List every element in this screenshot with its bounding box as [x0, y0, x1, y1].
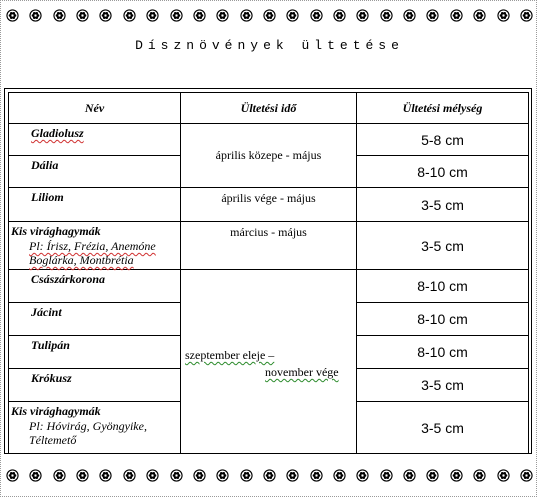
- flower-icon: [216, 469, 229, 482]
- flower-icon: [380, 469, 393, 482]
- plant-name: Jácint: [9, 303, 181, 336]
- flower-icon: [99, 469, 112, 482]
- flower-icon: [123, 469, 136, 482]
- planting-depth: 3-5 cm: [357, 402, 529, 454]
- table-row: [9, 124, 529, 156]
- planting-time: március - május: [181, 222, 357, 270]
- plant-name: Császárkorona: [9, 270, 181, 303]
- flower-icon: [450, 9, 463, 22]
- planting-depth: 8-10 cm: [357, 156, 529, 188]
- planting-depth: 3-5 cm: [357, 222, 529, 270]
- flower-icon: [426, 469, 439, 482]
- flower-icon: [286, 9, 299, 22]
- page-title: Dísznövények ültetése: [135, 38, 404, 53]
- flower-icon: [520, 9, 533, 22]
- flower-icon: [123, 9, 136, 22]
- header-time: Ültetési idő: [181, 93, 357, 124]
- planting-time-autumn: [181, 270, 357, 454]
- flower-icon: [193, 469, 206, 482]
- planting-time-line-2: november vége: [265, 365, 339, 379]
- flower-icon: [356, 469, 369, 482]
- flower-icon: [333, 469, 346, 482]
- table-row: [9, 188, 529, 222]
- flower-icon: [146, 9, 159, 22]
- flower-icon: [29, 9, 42, 22]
- table-header-row: [9, 93, 529, 124]
- flower-icon: [99, 9, 112, 22]
- plant-name: Kis virághagymák: [11, 404, 101, 418]
- flower-icon: [53, 9, 66, 22]
- planting-time: április vége - május: [181, 188, 357, 222]
- plant-examples-line-2: Boglárka, Montbrétia: [29, 253, 134, 267]
- planting-depth: 3-5 cm: [357, 369, 529, 402]
- flower-icon: [473, 469, 486, 482]
- header-depth: Ültetési mélység: [357, 93, 529, 124]
- planting-time: április közepe - május: [181, 124, 357, 188]
- flower-icon: [240, 9, 253, 22]
- planting-depth: 3-5 cm: [357, 188, 529, 222]
- flower-icon: [333, 9, 346, 22]
- ornament-row-top: [6, 6, 533, 24]
- flower-icon: [263, 9, 276, 22]
- planting-depth: 8-10 cm: [357, 336, 529, 369]
- flower-icon: [473, 9, 486, 22]
- planting-depth: 8-10 cm: [357, 270, 529, 303]
- flower-icon: [193, 9, 206, 22]
- plant-examples-line-2: Téltemető: [29, 433, 77, 447]
- flower-icon: [286, 469, 299, 482]
- table-row: [9, 270, 529, 303]
- flower-icon: [310, 469, 323, 482]
- planting-table: [8, 92, 529, 454]
- table-row: [9, 222, 529, 270]
- flower-icon: [76, 9, 89, 22]
- plant-name: Liliom: [9, 188, 181, 222]
- plant-name: Dália: [9, 156, 181, 188]
- flower-icon: [380, 9, 393, 22]
- flower-icon: [170, 9, 183, 22]
- flower-icon: [497, 9, 510, 22]
- flower-icon: [216, 9, 229, 22]
- flower-icon: [6, 469, 19, 482]
- plant-name: Kis virághagymák: [11, 224, 101, 238]
- planting-depth: 8-10 cm: [357, 303, 529, 336]
- planting-depth: 5-8 cm: [357, 124, 529, 156]
- flower-icon: [240, 469, 253, 482]
- flower-icon: [403, 9, 416, 22]
- flower-icon: [76, 469, 89, 482]
- flower-icon: [450, 469, 463, 482]
- flower-icon: [53, 469, 66, 482]
- flower-icon: [403, 469, 416, 482]
- flower-icon: [426, 9, 439, 22]
- flower-icon: [29, 469, 42, 482]
- plant-examples-line-1: Pl: Írisz, Frézia, Anemóne: [29, 239, 156, 253]
- header-name: Név: [9, 93, 181, 124]
- ornament-row-bottom: [6, 466, 533, 484]
- flower-icon: [520, 469, 533, 482]
- plant-name: Krókusz: [9, 369, 181, 402]
- planting-time-line-1: szeptember eleje –: [185, 348, 275, 362]
- flower-icon: [263, 469, 276, 482]
- plant-examples-line-1: Pl: Hóvirág, Gyöngyike,: [29, 419, 147, 433]
- plant-name: Tulipán: [9, 336, 181, 369]
- flower-icon: [170, 469, 183, 482]
- flower-icon: [497, 469, 510, 482]
- flower-icon: [356, 9, 369, 22]
- flower-icon: [310, 9, 323, 22]
- flower-icon: [6, 9, 19, 22]
- flower-icon: [146, 469, 159, 482]
- plant-name: Gladiolusz: [31, 126, 84, 140]
